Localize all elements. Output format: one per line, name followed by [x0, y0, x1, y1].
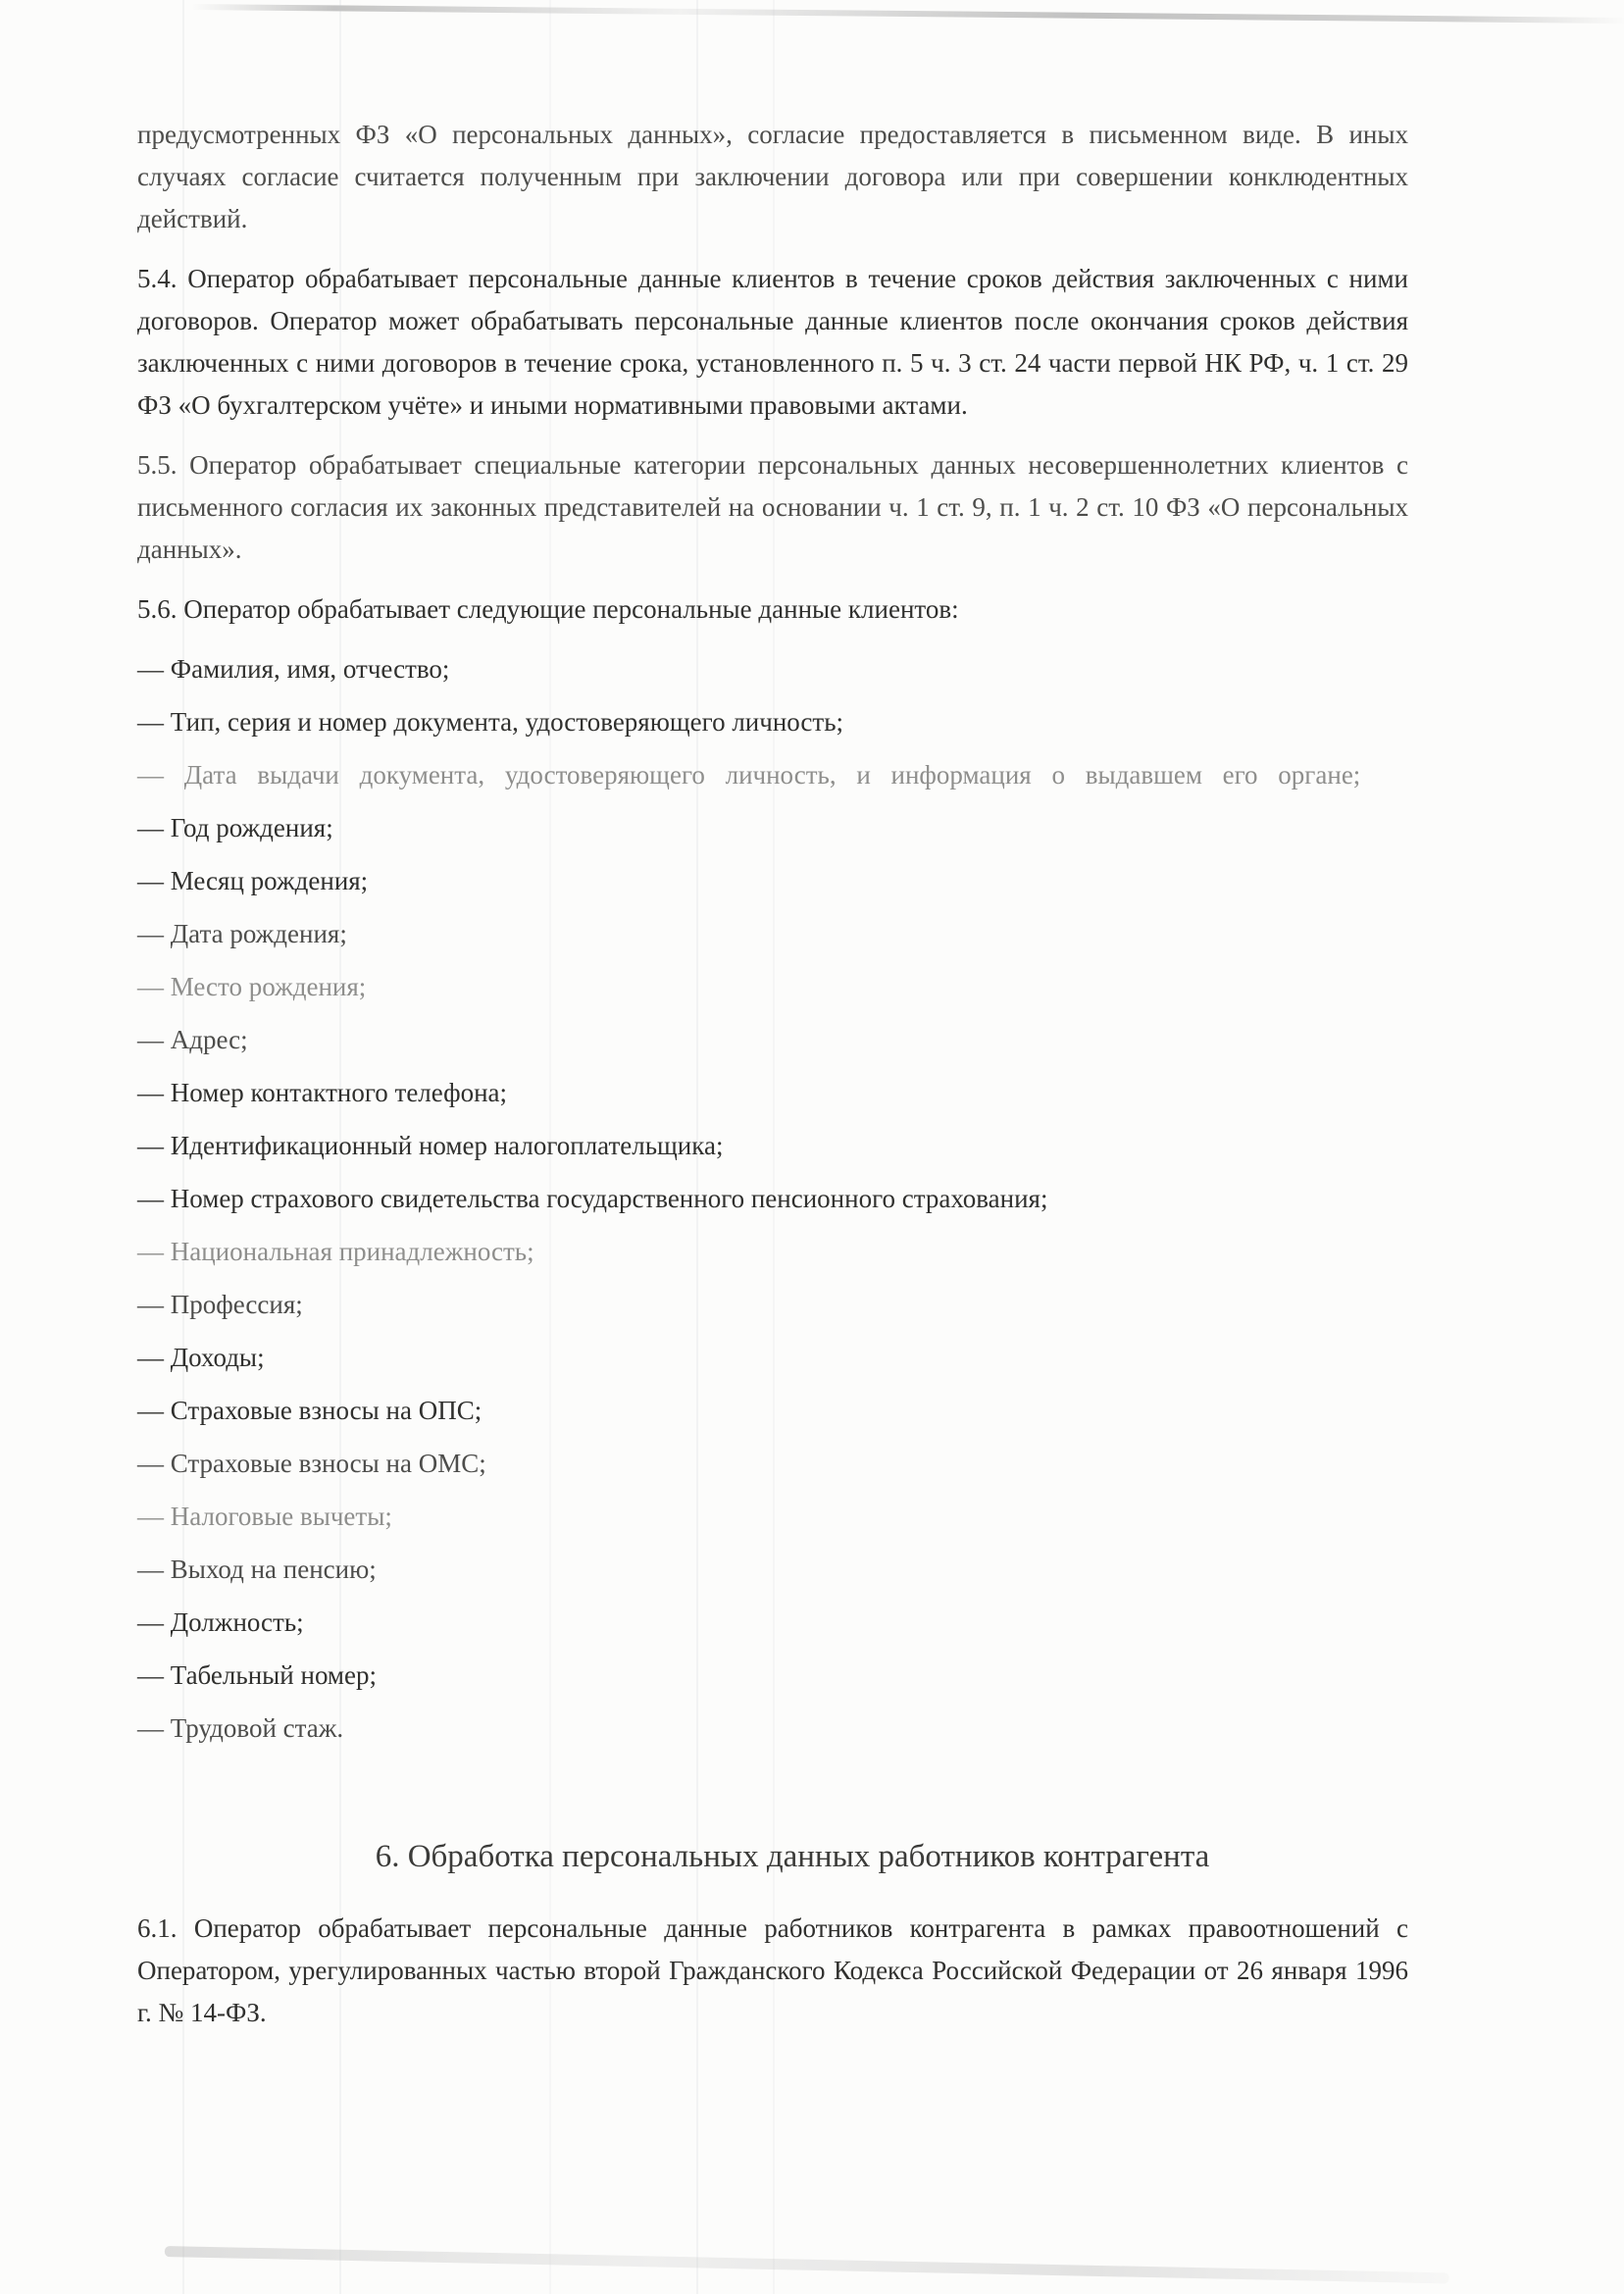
list-item-position: — Должность;: [137, 1607, 304, 1637]
paragraph-5-4: 5.4. Оператор обрабатывает персональные данные клиентов в течение сроков действия заключенных с ними договоров. Оператор может обрабатывать персональные данные клиентов после окончания сроков действия заключенных с ними договоров в течение срока, установленного п. 5 ч. 3 ст. 24 части первой НК РФ, ч. 1 ст. 29 ФЗ «О бухгалтерском учёте» и иными нормативными правовыми актами.: [137, 264, 1408, 420]
list-item-tax-deductions: — Налоговые вычеты;: [137, 1502, 392, 1531]
list-item-address: — Адрес;: [137, 1025, 248, 1054]
list-item-id-document-issue: — Дата выдачи документа, удостоверяющего личность, и информация о выдавшем его органе;: [137, 760, 1361, 790]
list-item-nationality: — Национальная принадлежность;: [137, 1237, 534, 1266]
list-item-birth-month: — Месяц рождения;: [137, 866, 369, 895]
list-item-phone-number: — Номер контактного телефона;: [137, 1078, 508, 1107]
list-item-birth-place: — Место рождения;: [137, 972, 367, 1001]
list-item-income: — Доходы;: [137, 1343, 265, 1372]
paragraph-5-6-list-intro: 5.6. Оператор обрабатывает следующие персональные данные клиентов:: [137, 594, 959, 624]
client-data-list: [137, 648, 1408, 1750]
list-item-work-experience: — Трудовой стаж.: [137, 1713, 344, 1743]
list-item-oms-contributions: — Страховые взносы на ОМС;: [137, 1449, 486, 1478]
list-item-id-document: — Тип, серия и номер документа, удостоверяющего личность;: [137, 707, 844, 737]
list-item-ops-contributions: — Страховые взносы на ОПС;: [137, 1396, 482, 1425]
list-item-full-name: — Фамилия, имя, отчество;: [137, 654, 450, 684]
list-item-snils: — Номер страхового свидетельства государственного пенсионного страхования;: [137, 1184, 1048, 1213]
paragraph-consent-continuation: предусмотренных ФЗ «О персональных данных», согласие предоставляется в письменном виде. В иных случаях согласие считается полученным при заключении договора или при совершении конклюдентных действий.: [137, 120, 1408, 233]
section-6-heading: 6. Обработка персональных данных работников контрагента: [375, 1839, 1210, 1874]
scan-artifact-top-line: [191, 4, 1624, 24]
list-item-profession: — Профессия;: [137, 1290, 303, 1319]
list-item-retirement: — Выход на пенсию;: [137, 1555, 377, 1584]
list-item-birth-date: — Дата рождения;: [137, 919, 347, 948]
scan-artifact-bottom-line: [165, 2246, 1449, 2283]
list-item-personnel-number: — Табельный номер;: [137, 1660, 378, 1690]
document-content: [137, 114, 1408, 2052]
list-item-inn: — Идентификационный номер налогоплательщика;: [137, 1131, 724, 1160]
list-item-birth-year: — Год рождения;: [137, 813, 333, 842]
paragraph-5-5: 5.5. Оператор обрабатывает специальные категории персональных данных несовершеннолетних клиентов с письменного согласия их законных представителей на основании ч. 1 ст. 9, п. 1 ч. 2 ст. 10 ФЗ «О персональных данных».: [137, 450, 1408, 564]
paragraph-6-1: 6.1. Оператор обрабатывает персональные данные работников контрагента в рамках правоотношений с Оператором, урегулированных частью второй Гражданского Кодекса Российской Федерации от 26 января 1996 г. № 14-ФЗ.: [137, 1913, 1408, 2027]
